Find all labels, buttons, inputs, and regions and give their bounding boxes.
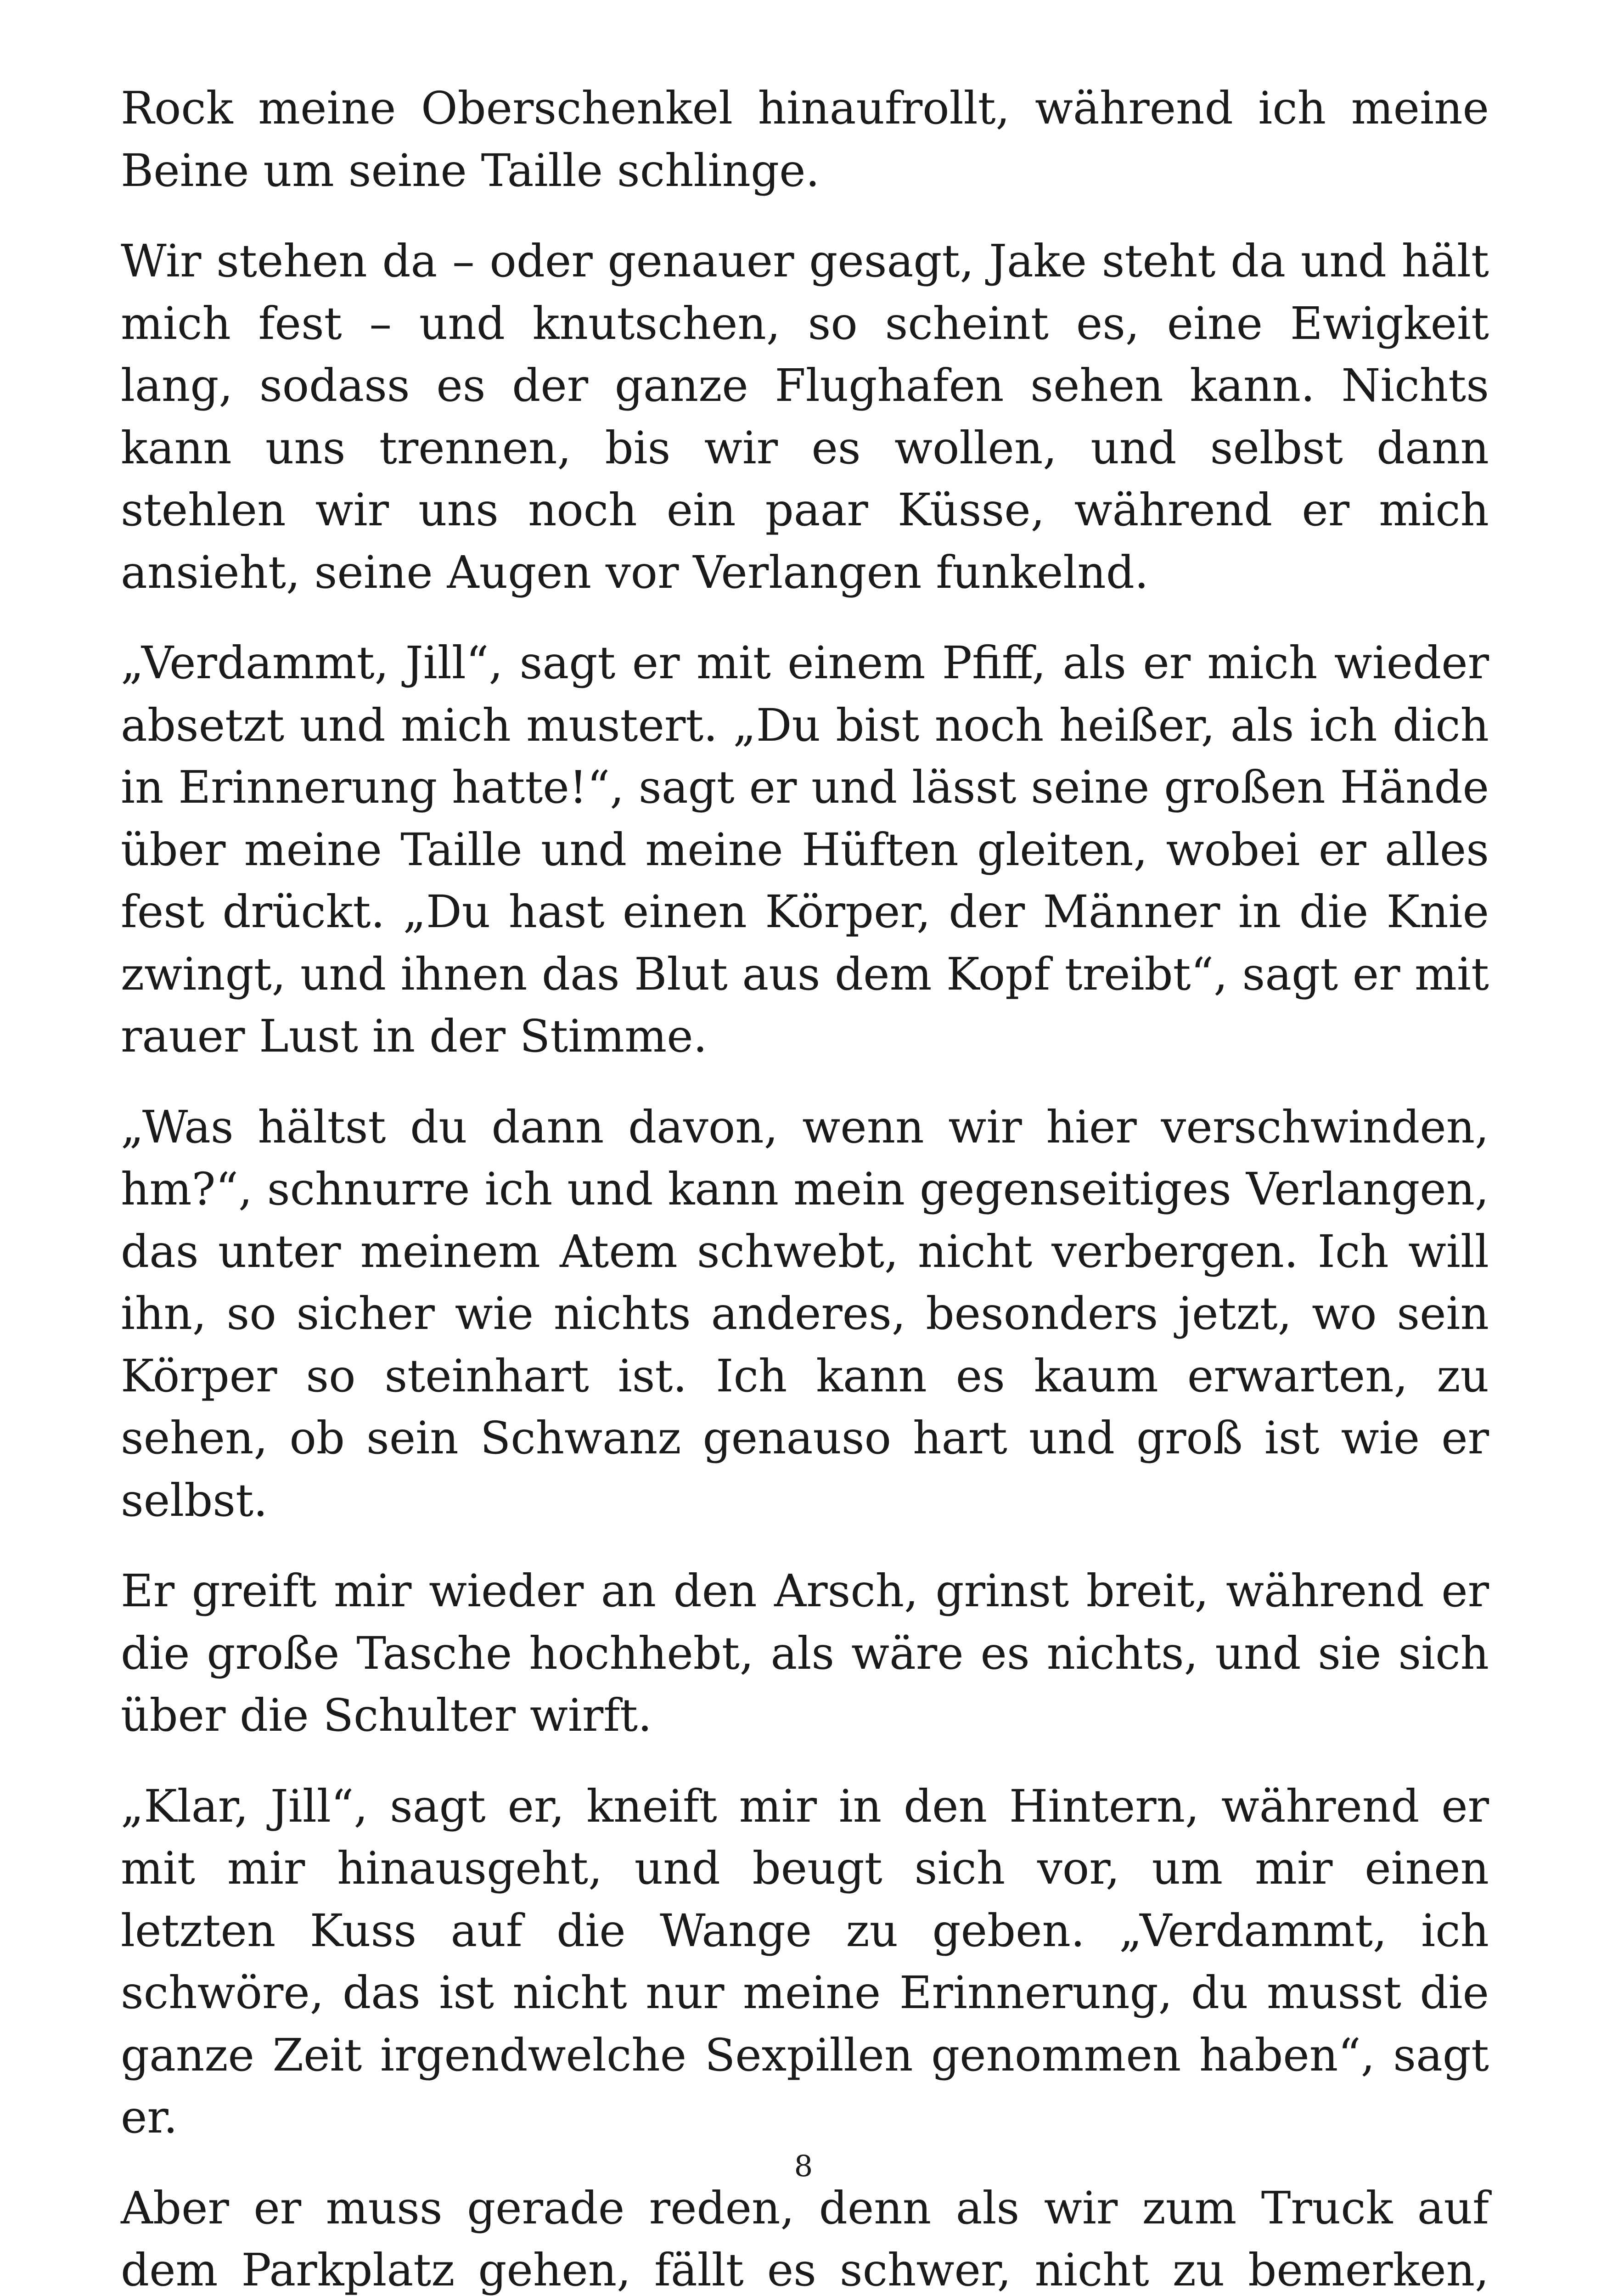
paragraph-4: „Was hältst du dann davon, wenn wir hier verschwinden, hm?“, schnurre ich und kann mein gegenseitiges Verlangen, das unter meinem Atem schwebt, nicht verbergen. Ich will ihn, so sicher wie nichts anderes, besonders jetzt, wo sein Körper so steinhart ist. Ich kann es kaum erwarten, zu sehen, ob sein Schwanz genauso hart und groß ist wie er selbst. xyxy=(121,1096,1489,1532)
paragraph-1: Rock meine Oberschenkel hinaufrollt, während ich meine Beine um seine Taille schlinge. xyxy=(121,77,1489,202)
page-number: 8 xyxy=(0,2148,1607,2185)
paragraph-6: „Klar, Jill“, sagt er, kneift mir in den Hintern, während er mit mir hinausgeht, und beugt sich vor, um mir einen letzten Kuss auf die Wange zu geben. „Verdammt, ich schwöre, das ist nicht nur meine Erinnerung, du musst die ganze Zeit irgendwelche Sexpillen genommen haben“, sagt er. xyxy=(121,1775,1489,2149)
body-text xyxy=(121,77,1489,2296)
paragraph-2: Wir stehen da – oder genauer gesagt, Jake steht da und hält mich fest – und knutschen, so scheint es, eine Ewigkeit lang, sodass es der ganze Flughafen sehen kann. Nichts kann uns trennen, bis wir es wollen, und selbst dann stehlen wir uns noch ein paar Küsse, während er mich ansieht, seine Augen vor Verlangen funkelnd. xyxy=(121,230,1489,603)
paragraph-3: „Verdammt, Jill“, sagt er mit einem Pfiff, als er mich wieder absetzt und mich mustert. „Du bist noch heißer, als ich dich in Erinnerung hatte!“, sagt er und lässt seine großen Hände über meine Taille und meine Hüften gleiten, wobei er alles fest drückt. „Du hast einen Körper, der Männer in die Knie zwingt, und ihnen das Blut aus dem Kopf treibt“, sagt er mit rauer Lust in der Stimme. xyxy=(121,632,1489,1068)
paragraph-7: Aber er muss gerade reden, denn als wir zum Truck auf dem Parkplatz gehen, fällt es schwer, nicht zu bemerken, xyxy=(121,2177,1489,2296)
paragraph-5: Er greift mir wieder an den Arsch, grinst breit, während er die große Tasche hochhebt, als wäre es nichts, und sie sich über die Schulter wirft. xyxy=(121,1560,1489,1747)
